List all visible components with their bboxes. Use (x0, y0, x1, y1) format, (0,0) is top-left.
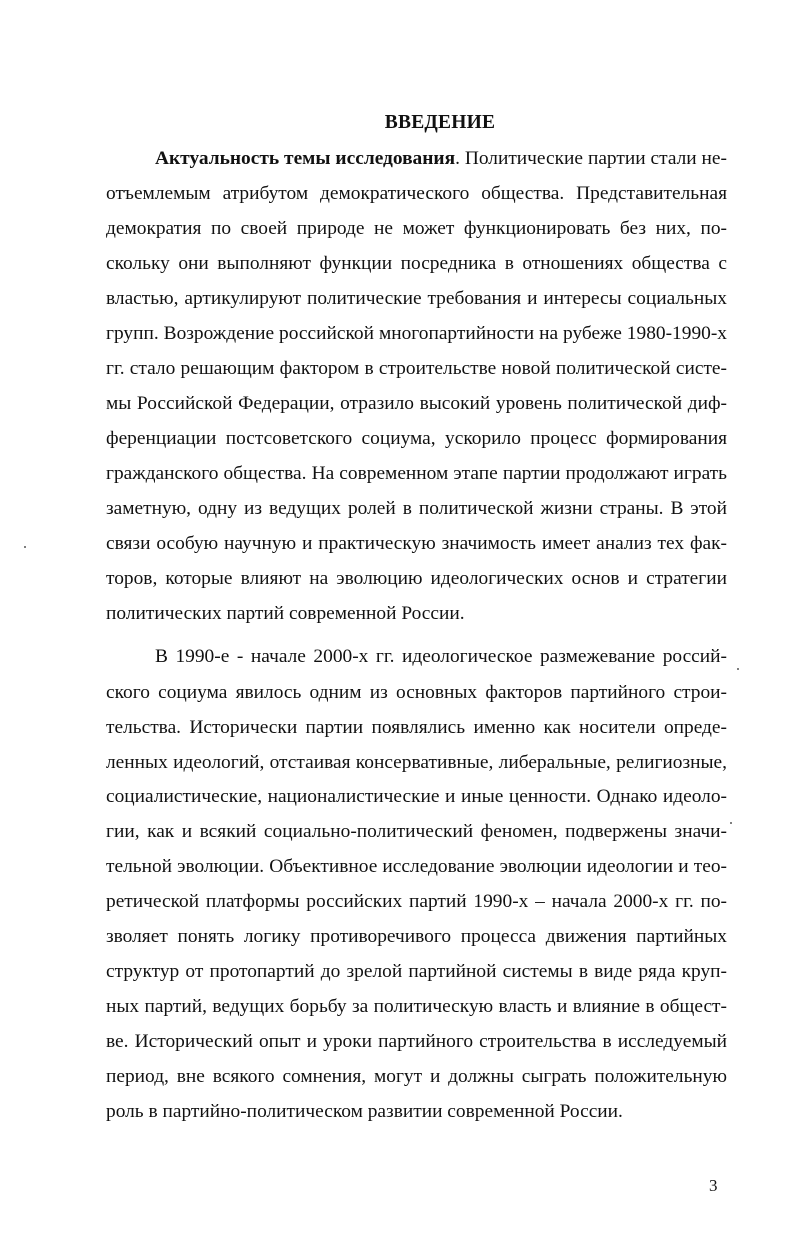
text-line: политических партий современной России. (106, 603, 465, 624)
text-line: ского социума явилось одним из основных факторов партийного строи- (106, 682, 727, 703)
text-line: зволяет понять логику противоречивого процесса движения партийных (106, 926, 727, 947)
text-line: заметную, одну из ведущих ролей в политической жизни страны. В этой (106, 498, 727, 519)
text-line: ференциации постсоветского социума, ускорило процесс формирования (106, 428, 727, 449)
scan-speck (24, 546, 26, 548)
text-line: групп. Возрождение российской многопартийности на рубеже 1980-1990-х (106, 323, 727, 344)
text-line: ленных идеологий, отстаивая консервативные, либеральные, религиозные, (106, 752, 727, 773)
text-line: тельства. Исторически партии появлялись именно как носители опреде- (106, 717, 727, 738)
text-line: гии, как и всякий социально-политический феномен, подвержены значи- (106, 821, 727, 842)
lead-phrase: Актуальность темы исследования (155, 148, 456, 169)
text-line: ных партий, ведущих борьбу за политическую власть и влияние в общест- (106, 996, 727, 1017)
first-line-rest: . Политические партии стали не- (455, 148, 727, 169)
page-title: ВВЕДЕНИЕ (384, 112, 496, 133)
text-line: тельной эволюции. Объективное исследование эволюции идеологии и тео- (106, 856, 727, 877)
text-line: гражданского общества. На современном этапе партии продолжают играть (106, 463, 727, 484)
paragraph-1-line-1 (155, 146, 727, 172)
text-line: структур от протопартий до зрелой партийной системы в виде ряда круп- (106, 961, 727, 982)
text-line: отъемлемым атрибутом демократического общества. Представительная (106, 183, 727, 204)
text-line: ретической платформы российских партий 1990-х – начала 2000-х гг. по- (106, 891, 727, 912)
scan-speck (730, 822, 732, 824)
text-line: ве. Исторический опыт и уроки партийного строительства в исследуемый (106, 1031, 727, 1052)
text-line: властью, артикулируют политические требования и интересы социальных (106, 288, 727, 309)
text-line: торов, которые влияют на эволюцию идеологических основ и стратегии (106, 568, 727, 589)
text-line: скольку они выполняют функции посредника в отношениях общества с (106, 253, 727, 274)
text-line: связи особую научную и практическую значимость имеет анализ тех фак- (106, 533, 727, 554)
text-line: социалистические, националистические и иные ценности. Однако идеоло- (106, 786, 727, 807)
scan-speck (737, 668, 739, 670)
text-line: мы Российской Федерации, отразило высокий уровень политической диф- (106, 393, 727, 414)
text-line: роль в партийно-политическом развитии современной России. (106, 1101, 623, 1122)
text-line: период, вне всякого сомнения, могут и должны сыграть положительную (106, 1066, 727, 1087)
paragraph-2-line-1: В 1990-е - начале 2000-х гг. идеологическое размежевание россий- (155, 646, 727, 667)
text-line: демократия по своей природе не может функционировать без них, по- (106, 218, 727, 239)
text-line: гг. стало решающим фактором в строительстве новой политической систе- (106, 358, 727, 379)
page-number: 3 (709, 1176, 718, 1195)
